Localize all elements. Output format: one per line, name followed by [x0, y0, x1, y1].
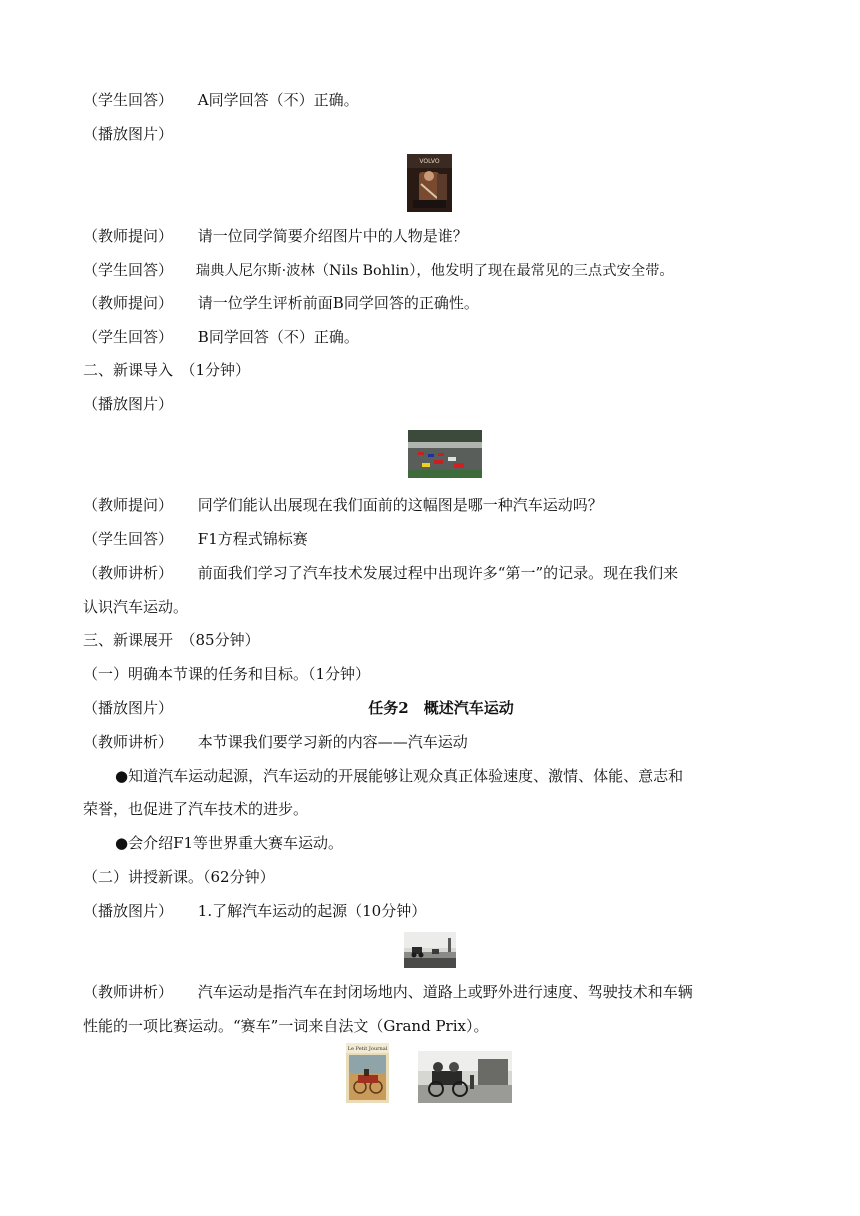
- line-text: 同学们能认出展现在我们面前的这幅图是哪一种汽车运动吗？: [197, 496, 603, 514]
- speaker-label: （学生回答）: [83, 261, 174, 279]
- speaker-label: （教师讲析）: [83, 733, 174, 751]
- subsection-heading: [83, 664, 370, 684]
- speaker-label: （学生回答）: [83, 530, 174, 548]
- dialogue-line: [83, 90, 359, 110]
- line-text: （二）讲授新课。（62分钟）: [83, 868, 275, 886]
- task-title: 任务2 概述汽车运动: [368, 699, 514, 717]
- speaker-label: （播放图片）: [83, 699, 174, 717]
- dialogue-line: [83, 495, 603, 515]
- line-text: ●知道汽车运动起源，汽车运动的开展能够让观众真正体验速度、激情、体能、意志和: [115, 767, 684, 785]
- paragraph-continuation: [83, 1016, 489, 1036]
- dialogue-line: [83, 563, 678, 583]
- section-heading: [83, 360, 250, 380]
- line-text: B同学回答（不）正确。: [197, 328, 359, 346]
- subsection-heading: [83, 867, 275, 887]
- line-text: 认识汽车运动。: [83, 598, 189, 616]
- speaker-label: （播放图片）: [83, 902, 174, 920]
- dialogue-line: [83, 293, 479, 313]
- dialogue-line: [83, 327, 359, 347]
- bullet-item: [115, 833, 343, 853]
- speaker-label: （学生回答）: [83, 91, 174, 109]
- line-text: 1.了解汽车运动的起源（10分钟）: [197, 902, 427, 920]
- early-car-photo: [418, 1051, 512, 1103]
- line-text: 前面我们学习了汽车技术发展过程中出现许多“第一”的记录。现在我们来: [197, 564, 679, 582]
- line-text: 本节课我们要学习新的内容——汽车运动: [197, 733, 468, 751]
- bullet-item: [115, 766, 683, 786]
- line-text: ●会介绍F1等世界重大赛车运动。: [115, 834, 344, 852]
- journal-masthead: Le Petit Journal: [347, 1046, 388, 1052]
- paragraph-continuation: [83, 597, 188, 617]
- dialogue-line: [83, 901, 426, 921]
- line-text: （一）明确本节课的任务和目标。（1分钟）: [83, 665, 371, 683]
- line-text: A同学回答（不）正确。: [197, 91, 359, 109]
- petit-journal-cover: [346, 1043, 389, 1103]
- dialogue-line: [83, 260, 674, 281]
- line-text: 瑞典人尼尔斯·波林（Nils Bohlin），他发明了现在最常见的三点式安全带。: [195, 263, 674, 279]
- speaker-label: （教师讲析）: [83, 983, 174, 1001]
- line-text: 请一位学生评析前面B同学回答的正确性。: [197, 294, 479, 312]
- paragraph-continuation: [83, 799, 308, 819]
- dialogue-line: [83, 732, 468, 752]
- speaker-label: （学生回答）: [83, 328, 174, 346]
- speaker-label: （教师讲析）: [83, 564, 174, 582]
- speaker-label: （播放图片）: [83, 125, 174, 143]
- early-race-photo: [404, 932, 456, 968]
- line-text: 三、新课展开 （85分钟）: [83, 631, 260, 649]
- line-text: 性能的一项比赛运动。“赛车”一词来自法文（Grand Prix）。: [83, 1017, 489, 1035]
- speaker-label: （教师提问）: [83, 496, 174, 514]
- speaker-label: （教师提问）: [83, 227, 174, 245]
- section-heading: [83, 630, 260, 650]
- nils-bohlin-photo: [407, 154, 452, 212]
- line-text: 汽车运动是指汽车在封闭场地内、道路上或野外进行速度、驾驶技术和车辆: [197, 983, 693, 1001]
- dialogue-line: [83, 394, 173, 414]
- line-text: F1方程式锦标赛: [197, 530, 308, 548]
- dialogue-line: [83, 226, 468, 246]
- dialogue-line: [83, 124, 173, 144]
- line-text: 请一位同学简要介绍图片中的人物是谁？: [197, 227, 468, 245]
- line-text: 二、新课导入 （1分钟）: [83, 361, 251, 379]
- f1-race-photo: [408, 430, 482, 478]
- dialogue-line: [83, 982, 693, 1002]
- line-text: 荣誉，也促进了汽车技术的进步。: [83, 800, 309, 818]
- speaker-label: （教师提问）: [83, 294, 174, 312]
- volvo-logo: VOLVO: [419, 158, 440, 165]
- dialogue-line: [83, 529, 308, 549]
- speaker-label: （播放图片）: [83, 395, 174, 413]
